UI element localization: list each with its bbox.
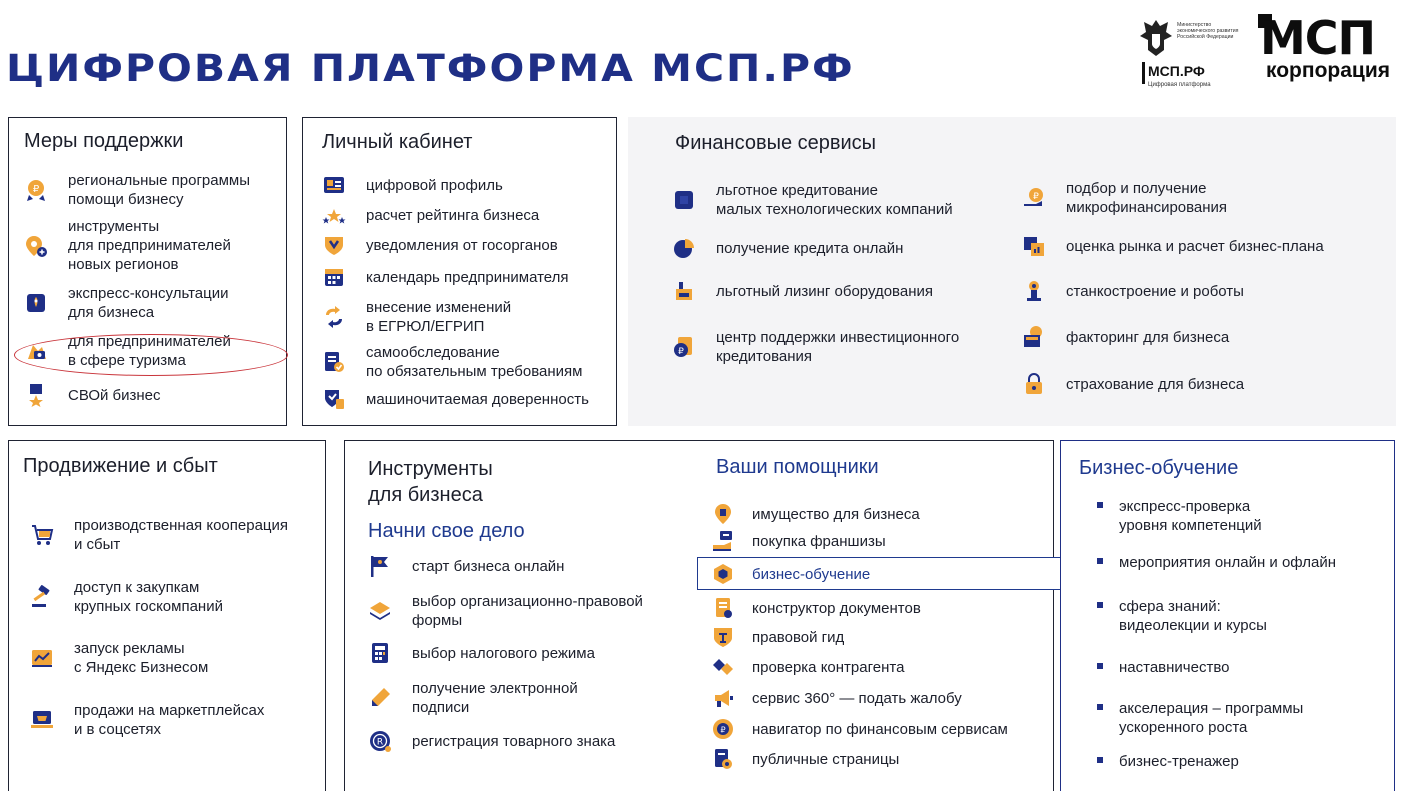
msprf-logo: [1136, 14, 1248, 88]
coin-hand-icon: [1022, 186, 1046, 210]
coat-of-arms-icon: [1138, 16, 1174, 58]
refresh-arrows-icon: [322, 305, 346, 329]
cart-icon: [30, 523, 54, 547]
map-pin-plus-icon: [24, 234, 48, 258]
helper-item-public-pages[interactable]: публичные страницы: [711, 747, 899, 771]
hexagon-learning-icon: [711, 562, 735, 586]
pen-icon: [368, 686, 392, 710]
rocket-icon: [24, 291, 48, 315]
bullet-icon: [1097, 663, 1103, 669]
highlight-oval: [14, 334, 288, 376]
ministry-text: Министерство экономического развития Российской Федерации: [1177, 22, 1239, 40]
start-item-tax-regime[interactable]: выбор налогового режима: [368, 641, 595, 665]
support-item-svoi[interactable]: СВОй бизнес: [24, 378, 161, 412]
cabinet-item-self-check[interactable]: самообследование по обязательным требованиям: [322, 343, 582, 381]
bullet-icon: [1097, 704, 1103, 710]
start-item-online[interactable]: старт бизнеса онлайн: [368, 554, 564, 578]
corporation-logo: [1258, 11, 1410, 82]
coin-doc-icon: [672, 335, 696, 359]
support-item-consult[interactable]: экспресс-консультации для бизнеса: [24, 284, 229, 322]
coin-badge-icon: [24, 178, 48, 202]
helpers-title: Ваши помощники: [716, 456, 879, 478]
helper-item-complaint[interactable]: сервис 360° — подать жалобу: [711, 686, 962, 710]
finance-item-leasing[interactable]: льготный лизинг оборудования: [672, 279, 933, 303]
msprf-text: МСП.РФ: [1148, 63, 1205, 79]
helper-item-business-learning[interactable]: бизнес-обучение: [711, 562, 870, 586]
finance-item-online-credit[interactable]: получение кредита онлайн: [672, 236, 903, 260]
checklist-icon: [322, 350, 346, 374]
calendar-icon: [322, 265, 346, 289]
finance-item-market-plan[interactable]: оценка рынка и расчет бизнес-плана: [1022, 234, 1324, 258]
chip-square-icon: [672, 188, 696, 212]
bullet-icon: [1097, 502, 1103, 508]
location-building-icon: [711, 502, 735, 526]
promo-title: Продвижение и сбыт: [23, 455, 218, 477]
education-item-mentoring[interactable]: наставничество: [1097, 658, 1229, 677]
promo-item-cooperation[interactable]: производственная кооперация и сбыт: [30, 516, 288, 554]
compass-coin-icon: [711, 717, 735, 741]
corp-logo-small: корпорация: [1266, 59, 1390, 82]
finance-title: Финансовые сервисы: [675, 132, 877, 154]
helper-item-fin-navigator[interactable]: навигатор по финансовым сервисам: [711, 717, 1008, 741]
shield-doc-icon: [322, 387, 346, 411]
equipment-icon: [672, 279, 696, 303]
support-item-tourism[interactable]: для предпринимателей в сфере туризма: [24, 332, 231, 370]
finance-panel: [628, 117, 1396, 426]
start-item-trademark[interactable]: регистрация товарного знака: [368, 729, 615, 753]
document-builder-icon: [711, 596, 735, 620]
finance-item-insurance[interactable]: страхование для бизнеса: [1022, 372, 1244, 396]
franchise-hand-icon: [711, 529, 735, 553]
stars-rating-icon: [322, 203, 346, 227]
cabinet-item-power-of-attorney[interactable]: машиночитаемая доверенность: [322, 387, 589, 411]
education-item-acceleration[interactable]: акселерация – программы ускоренного роста: [1097, 699, 1303, 737]
robot-arm-icon: [1022, 279, 1046, 303]
promo-item-procurement[interactable]: доступ к закупкам крупных госкомпаний: [30, 578, 223, 616]
start-item-signature[interactable]: получение электронной подписи: [368, 679, 578, 717]
cabinet-item-profile[interactable]: цифровой профиль: [322, 173, 503, 197]
market-chart-icon: [1022, 234, 1046, 258]
finance-item-tech-credit[interactable]: льготное кредитование малых технологических компаний: [672, 181, 953, 219]
lock-shield-icon: [1022, 372, 1046, 396]
cabinet-title: Личный кабинет: [322, 131, 473, 153]
cabinet-item-egrul[interactable]: внесение изменений в ЕГРЮЛ/ЕГРИП: [322, 298, 511, 336]
promo-item-marketplaces[interactable]: продажи на маркетплейсах и в соцсетях: [30, 701, 264, 739]
helper-item-franchise[interactable]: покупка франшизы: [711, 529, 886, 553]
notification-emblem-icon: [322, 233, 346, 257]
profile-card-icon: [322, 173, 346, 197]
helper-item-doc-builder[interactable]: конструктор документов: [711, 596, 921, 620]
ad-chart-icon: [30, 646, 54, 670]
education-title: Бизнес-обучение: [1079, 457, 1239, 479]
coin-box-icon: [1022, 325, 1046, 349]
helper-item-property[interactable]: имущество для бизнеса: [711, 502, 920, 526]
msprf-subtitle: Цифровая платформа: [1148, 82, 1211, 88]
megaphone-icon: [711, 686, 735, 710]
legal-guide-icon: [711, 625, 735, 649]
finance-item-robots[interactable]: станкостроение и роботы: [1022, 279, 1244, 303]
page-title: ЦИФРОВАЯ ПЛАТФОРМА МСП.РФ: [6, 46, 855, 91]
start-item-legal-form[interactable]: выбор организационно-правовой формы: [368, 592, 643, 630]
education-item-knowledge[interactable]: сфера знаний: видеолекции и курсы: [1097, 597, 1267, 635]
finance-item-factoring[interactable]: факторинг для бизнеса: [1022, 325, 1229, 349]
bullet-icon: [1097, 602, 1103, 608]
cabinet-item-rating[interactable]: расчет рейтинга бизнеса: [322, 203, 539, 227]
education-item-competence[interactable]: экспресс-проверка уровня компетенций: [1097, 497, 1262, 535]
support-title: Меры поддержки: [24, 130, 184, 152]
promo-item-advertising[interactable]: запуск рекламы с Яндекс Бизнесом: [30, 639, 208, 677]
flag-icon: [368, 554, 392, 578]
cabinet-item-notifications[interactable]: уведомления от госорганов: [322, 233, 558, 257]
corp-logo-big: МСП: [1260, 11, 1376, 65]
gavel-icon: [30, 585, 54, 609]
layers-icon: [368, 599, 392, 623]
handshake-icon: [711, 655, 735, 679]
support-item-new-regions[interactable]: инструменты для предпринимателей новых регионов: [24, 217, 231, 274]
bullet-icon: [1097, 558, 1103, 564]
helper-item-counterparty[interactable]: проверка контрагента: [711, 655, 904, 679]
cabinet-item-calendar[interactable]: календарь предпринимателя: [322, 265, 569, 289]
finance-item-investment[interactable]: центр поддержки инвестиционного кредитования: [672, 328, 959, 366]
tools-title: Инструменты для бизнеса: [368, 458, 493, 506]
education-item-simulator[interactable]: бизнес-тренажер: [1097, 752, 1239, 771]
public-page-icon: [711, 747, 735, 771]
helper-item-legal-guide[interactable]: правовой гид: [711, 625, 844, 649]
pie-chart-icon: [672, 236, 696, 260]
education-item-events[interactable]: мероприятия онлайн и офлайн: [1097, 553, 1336, 572]
calculator-icon: [368, 641, 392, 665]
start-business-title: Начни свое дело: [368, 520, 525, 542]
trademark-icon: [368, 729, 392, 753]
laptop-basket-icon: [30, 708, 54, 732]
support-item-regional[interactable]: региональные программы помощи бизнесу: [24, 171, 250, 209]
bullet-icon: [1097, 757, 1103, 763]
logo-bar: [1142, 62, 1145, 84]
finance-item-microfinance[interactable]: подбор и получение микрофинансирования: [1022, 179, 1227, 217]
star-flag-icon: [24, 378, 48, 412]
